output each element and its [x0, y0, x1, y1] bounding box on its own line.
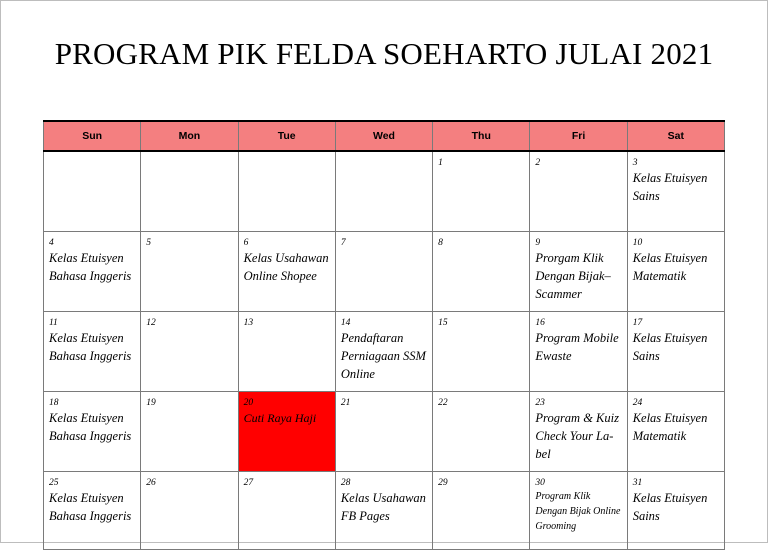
day-cell: [238, 232, 335, 312]
day-number: 21: [340, 398, 351, 408]
day-number: 20: [243, 398, 254, 408]
day-number: 1: [438, 158, 443, 168]
day-number: 29: [438, 478, 448, 488]
event-text: Kelas Etuisyen Sains: [632, 491, 708, 523]
weekday-header-mon: Mon: [141, 121, 238, 151]
day-cell: [335, 392, 432, 472]
day-number: 16: [535, 318, 545, 328]
day-number: 17: [632, 318, 643, 328]
event-text: Prorgam Klik Dengan Bijak– Scammer: [535, 251, 611, 301]
day-number: 22: [438, 398, 448, 408]
day-number: 13: [243, 318, 254, 328]
day-cell: [433, 232, 530, 312]
day-cell: [627, 151, 724, 232]
event-text: Kelas Etuisyen Sains: [632, 331, 708, 363]
day-cell: [335, 151, 432, 232]
weekday-header-wed: Wed: [335, 121, 432, 151]
day-number: 3: [632, 158, 638, 168]
event-text: Pendaftaran Perniagaan SSM Online: [340, 331, 426, 381]
weekday-header-row: [44, 121, 725, 151]
day-cell: [44, 392, 141, 472]
day-number: 6: [243, 238, 249, 248]
day-number: 31: [632, 478, 643, 488]
day-number: 25: [49, 478, 59, 488]
day-number: 9: [535, 238, 541, 248]
day-cell: [627, 312, 724, 392]
day-cell: [238, 151, 335, 232]
event-text: Kelas Etuisyen Bahasa Inggeris: [49, 411, 132, 443]
day-number: 15: [438, 318, 448, 328]
day-number: 27: [243, 478, 254, 488]
day-cell: [433, 312, 530, 392]
event-text: Kelas Etuisyen Matematik: [632, 251, 708, 283]
day-number: 14: [340, 318, 351, 328]
day-cell: [433, 472, 530, 550]
day-cell: [335, 472, 432, 550]
event-text: Kelas Etuisyen Matematik: [632, 411, 708, 443]
week-row: [44, 232, 725, 312]
week-row: [44, 312, 725, 392]
day-number: 7: [340, 238, 346, 248]
day-cell: [335, 312, 432, 392]
calendar-body: [44, 151, 725, 550]
event-text: Program Mobile Ewaste: [535, 331, 619, 363]
day-number: 26: [146, 478, 156, 488]
day-cell: [44, 312, 141, 392]
event-text: Kelas Usahawan Online Shopee: [243, 251, 329, 283]
event-text: Cuti Raya Haji: [243, 411, 317, 425]
weekday-header-thu: Thu: [433, 121, 530, 151]
day-number: 24: [632, 398, 643, 408]
weekday-header-sun: Sun: [44, 121, 141, 151]
day-cell: [44, 151, 141, 232]
day-number: 23: [535, 398, 545, 408]
day-cell: [238, 472, 335, 550]
day-cell: [530, 472, 627, 550]
day-cell: [44, 472, 141, 550]
day-number: 8: [438, 238, 443, 248]
day-cell: [141, 312, 238, 392]
day-cell: [627, 232, 724, 312]
event-text: Program & Kuiz Check Your La-bel: [535, 411, 619, 461]
weekday-header-fri: Fri: [530, 121, 627, 151]
event-text: Kelas Etuisyen Sains: [632, 171, 708, 203]
day-cell: [141, 392, 238, 472]
day-cell: [44, 232, 141, 312]
event-text: Program Klik Dengan Bijak Online Grooming: [535, 491, 621, 532]
event-text: Kelas Usahawan FB Pages: [340, 491, 426, 523]
weekday-header-tue: Tue: [238, 121, 335, 151]
day-cell: [433, 392, 530, 472]
day-number: 2: [535, 158, 541, 168]
event-text: Kelas Etuisyen Bahasa Inggeris: [49, 331, 132, 363]
calendar-table: [43, 120, 725, 550]
day-cell: [433, 151, 530, 232]
event-text: Kelas Etuisyen Bahasa Inggeris: [49, 251, 132, 283]
day-number: 19: [146, 398, 156, 408]
day-number: 12: [146, 318, 156, 328]
day-cell: [141, 232, 238, 312]
event-text: Kelas Etuisyen Bahasa Inggeris: [49, 491, 132, 523]
day-number: 30: [535, 478, 545, 488]
week-row: [44, 392, 725, 472]
day-cell: [141, 151, 238, 232]
weekday-header-sat: Sat: [627, 121, 724, 151]
day-cell: [530, 232, 627, 312]
calendar-title: PROGRAM PIK FELDA SOEHARTO JULAI 2021: [54, 36, 714, 71]
day-number: 28: [340, 478, 351, 488]
week-row: [44, 472, 725, 550]
day-cell: [530, 151, 627, 232]
week-row: [44, 151, 725, 232]
day-number: 5: [146, 238, 152, 248]
day-number: 11: [49, 318, 58, 328]
day-cell: [141, 472, 238, 550]
day-number: 4: [49, 238, 54, 248]
day-cell: [238, 312, 335, 392]
day-cell: [335, 232, 432, 312]
day-cell: [627, 392, 724, 472]
day-cell: [627, 472, 724, 550]
day-number: 10: [632, 238, 643, 248]
day-cell: [530, 392, 627, 472]
day-number: 18: [49, 398, 59, 408]
day-cell: [530, 312, 627, 392]
day-cell: [238, 392, 335, 472]
